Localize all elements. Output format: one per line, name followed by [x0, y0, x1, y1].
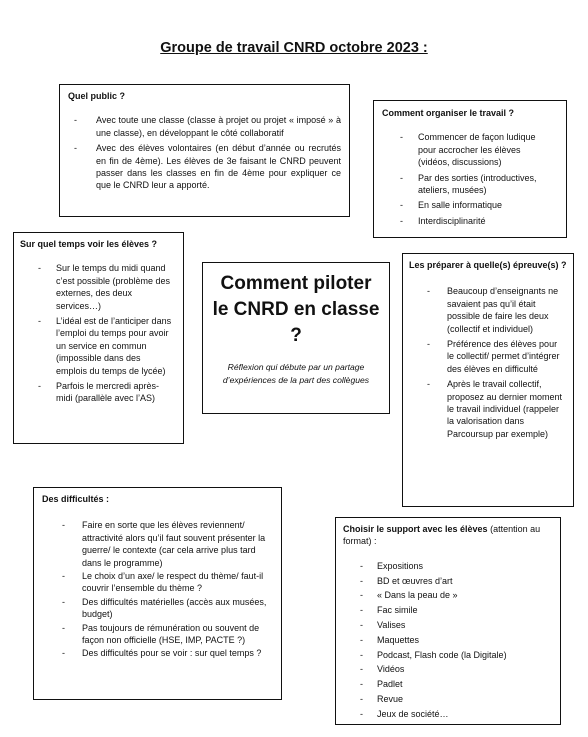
list-item [68, 142, 341, 192]
list-item [343, 634, 553, 646]
list-item [343, 663, 553, 675]
list-item-text: Valises [377, 620, 406, 630]
dash-bullet: - [360, 634, 363, 645]
organiser-box [373, 100, 567, 238]
dash-bullet: - [427, 379, 430, 390]
difficultes-heading: Des difficultés : [42, 494, 110, 504]
list-item-text: Avec toute une classe (classe à projet ou projet « imposé » à une classe), en développant le côté collaboratif [96, 115, 341, 138]
public-list [68, 114, 341, 191]
list-item-text: Revue [377, 693, 404, 704]
dash-bullet: - [360, 575, 363, 586]
list-item [343, 560, 553, 572]
list-item-text: Le choix d’un axe/ le respect du thème/ faut-il couvrir l’ensemble du thème ? [82, 571, 264, 594]
list-item-text: Préférence des élèves pour le collectif/ permet d’intégrer des élèves en difficulté [447, 339, 560, 374]
list-item-text: Faire en sorte que les élèves reviennent/ attractivité alors qu’il faut souvent présenter la guerre/ le contexte (car cela arrive plus tard dans le programme) [82, 520, 266, 568]
list-item-text: Parfois le mercredi après-midi (parallèle avec l’AS) [56, 381, 160, 404]
list-item [382, 215, 558, 227]
list-item-text: Interdisciplinarité [418, 215, 486, 226]
dash-bullet: - [427, 286, 430, 297]
central-subtitle: Réflexion qui débute par un partage d’expériences de la part des collègues [222, 362, 370, 385]
organiser-list [382, 131, 558, 227]
list-item [42, 596, 273, 621]
central-topic-box [202, 262, 390, 414]
list-item-text: Pas toujours de rémunération ou souvent de façon non officielle (HSE, IMP, PACTE ?) [82, 622, 260, 646]
list-item [20, 262, 177, 312]
dash-bullet: - [62, 596, 65, 607]
list-item-text: En salle informatique [418, 200, 503, 211]
list-item-text: Vidéos [377, 664, 405, 675]
list-item [343, 604, 553, 616]
support-list [343, 560, 553, 720]
dash-bullet: - [360, 679, 363, 690]
list-item-text: Expositions [377, 560, 424, 571]
dash-bullet: - [38, 316, 41, 327]
temps-list [20, 262, 177, 404]
list-item [343, 619, 553, 631]
dash-bullet: - [360, 560, 363, 571]
list-item [68, 114, 341, 139]
dash-bullet: - [427, 339, 430, 350]
dash-bullet: - [360, 649, 363, 660]
dash-bullet: - [62, 571, 65, 582]
list-item-text: Beaucoup d’enseignants ne savaient pas qu’il était possible de faire les deux (collectif et individuel) [447, 286, 559, 334]
page-title: Groupe de travail CNRD octobre 2023 : [160, 40, 428, 56]
list-item-text: BD et œuvres d’art [377, 575, 453, 586]
dash-bullet: - [360, 605, 363, 616]
temps-box [13, 232, 184, 444]
list-item-text: Après le travail collectif, proposez au dernier moment le travail individuel (rappeler la valorisation dans Parcoursup par exemple) [447, 379, 563, 439]
list-item [343, 693, 553, 705]
list-item-text: L’idéal est de l’anticiper dans l’emploi du temps pour avoir un service en commun (impossible dans des emplois du temps de lycée) [56, 316, 172, 376]
list-item-text: Maquettes [377, 634, 420, 645]
list-item-text: Podcast, Flash code (la Digitale) [377, 649, 507, 660]
support-heading-bold: Choisir le support avec les élèves [343, 524, 488, 534]
central-title: Comment piloter le CNRD en classe ? [212, 273, 380, 346]
list-item [409, 285, 567, 335]
dash-bullet: - [360, 664, 363, 675]
list-item [409, 338, 567, 375]
preparer-box [402, 253, 574, 507]
dash-bullet: - [400, 200, 403, 211]
list-item [382, 172, 558, 197]
list-item-text: Par des sorties (introductives, ateliers, musées) [418, 172, 537, 196]
list-item [409, 378, 567, 440]
temps-heading: Sur quel temps voir les élèves ? [20, 239, 158, 249]
list-item [343, 575, 553, 587]
list-item [343, 708, 553, 720]
dash-bullet: - [62, 520, 65, 531]
list-item [42, 647, 273, 659]
list-item [42, 622, 273, 647]
list-item-text: « Dans la peau de » [377, 590, 458, 601]
list-item [343, 678, 553, 690]
difficultes-list [42, 519, 273, 659]
dash-bullet: - [38, 263, 41, 274]
list-item [343, 649, 553, 661]
dash-bullet: - [38, 381, 41, 392]
dash-bullet: - [400, 132, 403, 143]
public-box [59, 84, 350, 217]
list-item-text: Sur le temps du midi quand c’est possible (problème des externes, des deux services…) [56, 263, 171, 311]
list-item-text: Des difficultés pour se voir : sur quel temps ? [82, 648, 262, 659]
dash-bullet: - [74, 143, 77, 154]
list-item-text: Des difficultés matérielles (accès aux musées, budget) [82, 596, 267, 620]
list-item [42, 519, 273, 569]
dash-bullet: - [360, 693, 363, 704]
support-heading [343, 523, 553, 548]
dash-bullet: - [360, 708, 363, 719]
list-item-text: Jeux de société… [377, 708, 449, 719]
dash-bullet: - [360, 620, 363, 630]
list-item [343, 589, 553, 601]
public-heading: Quel public ? [68, 91, 126, 101]
support-heading-note: (attention au format) : [343, 524, 541, 547]
dash-bullet: - [360, 590, 363, 601]
organiser-heading: Comment organiser le travail ? [382, 108, 515, 118]
preparer-list [409, 285, 567, 440]
list-item-text: Commencer de façon ludique pour accrocher les élèves (vidéos, discussions) [418, 132, 536, 168]
difficultes-box [33, 487, 282, 700]
list-item-text: Avec des élèves volontaires (en début d’année ou recrutés en fin de 4ème). Les élèves de 3e faisant le CNRD peuvent passer dans les classes en fin de 4ème pour expliquer ce que le CNRD leur a apporté. [96, 143, 341, 191]
list-item-text: Fac simile [377, 605, 418, 616]
support-box [335, 517, 561, 725]
dash-bullet: - [74, 115, 77, 126]
preparer-heading: Les préparer à quelle(s) épreuve(s) ? [409, 260, 567, 270]
list-item-text: Padlet [377, 679, 403, 690]
dash-bullet: - [400, 172, 403, 183]
list-item [20, 315, 177, 377]
list-item [42, 570, 273, 595]
list-item [382, 199, 558, 211]
dash-bullet: - [62, 648, 65, 659]
list-item [382, 131, 558, 168]
dash-bullet: - [400, 215, 403, 226]
dash-bullet: - [62, 622, 65, 633]
list-item [20, 380, 177, 405]
